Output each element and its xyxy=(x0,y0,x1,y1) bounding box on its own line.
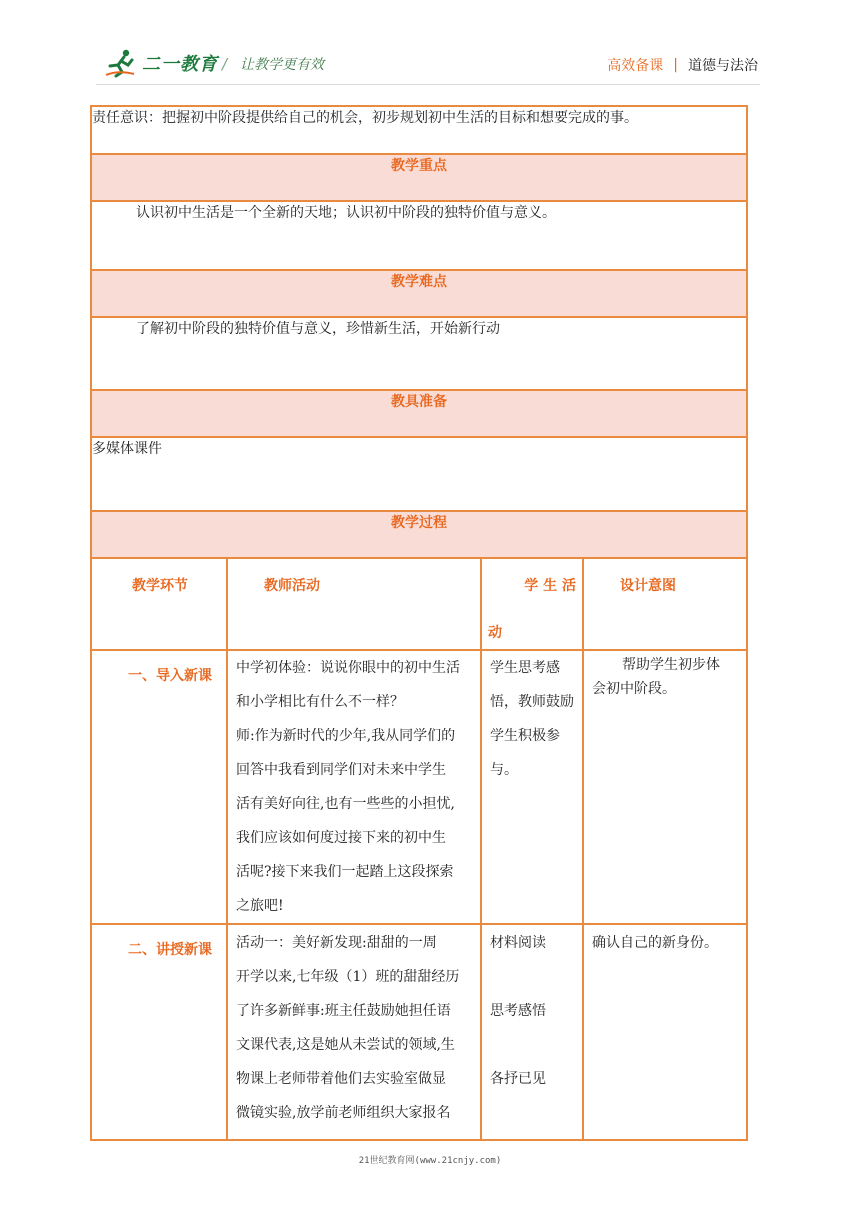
text-line: 回答中我看到同学们对未来中学生 xyxy=(236,762,446,778)
text-line: 和小学相比有什么不一样？ xyxy=(236,694,404,710)
lecture-teacher-text xyxy=(236,926,474,1130)
intro-teacher-text xyxy=(236,651,474,923)
intro-student xyxy=(481,650,583,924)
section-difficulty xyxy=(91,270,747,317)
col-student-line2: 动 xyxy=(488,625,502,641)
text-line: 与。 xyxy=(490,762,518,778)
header-divider: | xyxy=(673,57,678,73)
text-line: 各抒已见 xyxy=(490,1071,546,1087)
lecture-stage xyxy=(91,924,227,1140)
text-line: 活呢?接下来我们一起踏上这段探索 xyxy=(236,864,454,880)
difficulty-text: 了解初中阶段的独特价值与意义，珍惜新生活，开始新行动 xyxy=(91,317,747,390)
text-line: 思考感悟 xyxy=(490,1003,546,1019)
difficulty-heading: 教学难点 xyxy=(91,270,747,317)
text-line: 之旅吧! xyxy=(236,898,284,914)
text-line: 我们应该如何度过接下来的初中生 xyxy=(236,830,446,846)
lecture-teacher xyxy=(227,924,481,1140)
page-footer: 21世纪教育网(www.21cnjy.com) xyxy=(358,1156,502,1166)
text-line: 中学初体验：说说你眼中的初中生活 xyxy=(236,660,460,676)
text-line: 活动一：美好新发现:甜甜的一周 xyxy=(236,935,437,951)
text-line: 开学以来,七年级（1）班的甜甜经历 xyxy=(236,969,460,985)
tools-row xyxy=(91,437,747,511)
intro-intent xyxy=(583,650,747,924)
page-header xyxy=(0,0,860,100)
text-line: 了许多新鲜事:班主任鼓励她担任语 xyxy=(236,1003,451,1019)
text-line: 会初中阶段。 xyxy=(592,681,676,697)
section-tools xyxy=(91,390,747,437)
intro-student-text xyxy=(490,651,578,787)
brand-logo xyxy=(104,48,218,78)
difficulty-row xyxy=(91,317,747,390)
intro-row xyxy=(91,650,747,924)
process-column-headers xyxy=(91,558,747,650)
lecture-student xyxy=(481,924,583,1140)
text-line: 悟，教师鼓励 xyxy=(490,694,574,710)
header-right xyxy=(607,55,758,75)
intro-stage-label: 一、导入新课 xyxy=(128,668,212,684)
text-line: 学生积极参 xyxy=(490,728,560,744)
section-process xyxy=(91,511,747,558)
lecture-student-text xyxy=(490,926,578,1096)
responsibility-text: 责任意识：把握初中阶段提供给自己的机会，初步规划初中生活的目标和想要完成的事。 xyxy=(91,106,747,154)
header-rule xyxy=(96,84,760,85)
col-student-line1: 学 生 活 xyxy=(524,578,576,594)
key-points-heading: 教学重点 xyxy=(91,154,747,201)
section-key-points xyxy=(91,154,747,201)
col-stage: 教学环节 xyxy=(91,558,227,650)
intro-stage xyxy=(91,650,227,924)
intro-intent-text xyxy=(592,653,742,701)
text-line: 活有美好向往,也有一些些的小担忧, xyxy=(236,796,455,812)
lecture-row xyxy=(91,924,747,1140)
col-intent: 设计意图 xyxy=(583,558,747,650)
subject-label: 道德与法治 xyxy=(688,58,758,74)
text-line: 师:作为新时代的少年,我从同学们的 xyxy=(236,728,456,744)
text-line: 材料阅读 xyxy=(490,935,546,951)
responsibility-row xyxy=(91,106,747,154)
process-heading: 教学过程 xyxy=(91,511,747,558)
text-line: 学生思考感 xyxy=(490,660,560,676)
runner-logo-icon xyxy=(104,48,138,78)
key-points-row xyxy=(91,201,747,270)
tools-heading: 教具准备 xyxy=(91,390,747,437)
slogan: 让教学更有效 xyxy=(240,57,324,73)
lecture-intent-text: 确认自己的新身份。 xyxy=(592,935,718,951)
text-line: 文课代表,这是她从未尝试的领域,生 xyxy=(236,1037,455,1053)
lecture-intent xyxy=(583,924,747,1140)
slogan-separator: / xyxy=(222,55,228,73)
text-line: 物课上老师带着他们去实验室做显 xyxy=(236,1071,446,1087)
col-student xyxy=(481,558,583,650)
intro-teacher xyxy=(227,650,481,924)
lesson-plan-table xyxy=(90,105,748,1141)
col-teacher: 教师活动 xyxy=(227,558,481,650)
key-points-text: 认识初中生活是一个全新的天地；认识初中阶段的独特价值与意义。 xyxy=(91,201,747,270)
brand-name: 二一教育 xyxy=(142,54,218,75)
category-label: 高效备课 xyxy=(607,58,664,74)
lecture-stage-label: 二、讲授新课 xyxy=(128,942,212,958)
text-line: 微镜实验,放学前老师组织大家报名 xyxy=(236,1105,451,1121)
tools-text: 多媒体课件 xyxy=(91,437,747,511)
text-line: 帮助学生初步体 xyxy=(622,657,720,673)
